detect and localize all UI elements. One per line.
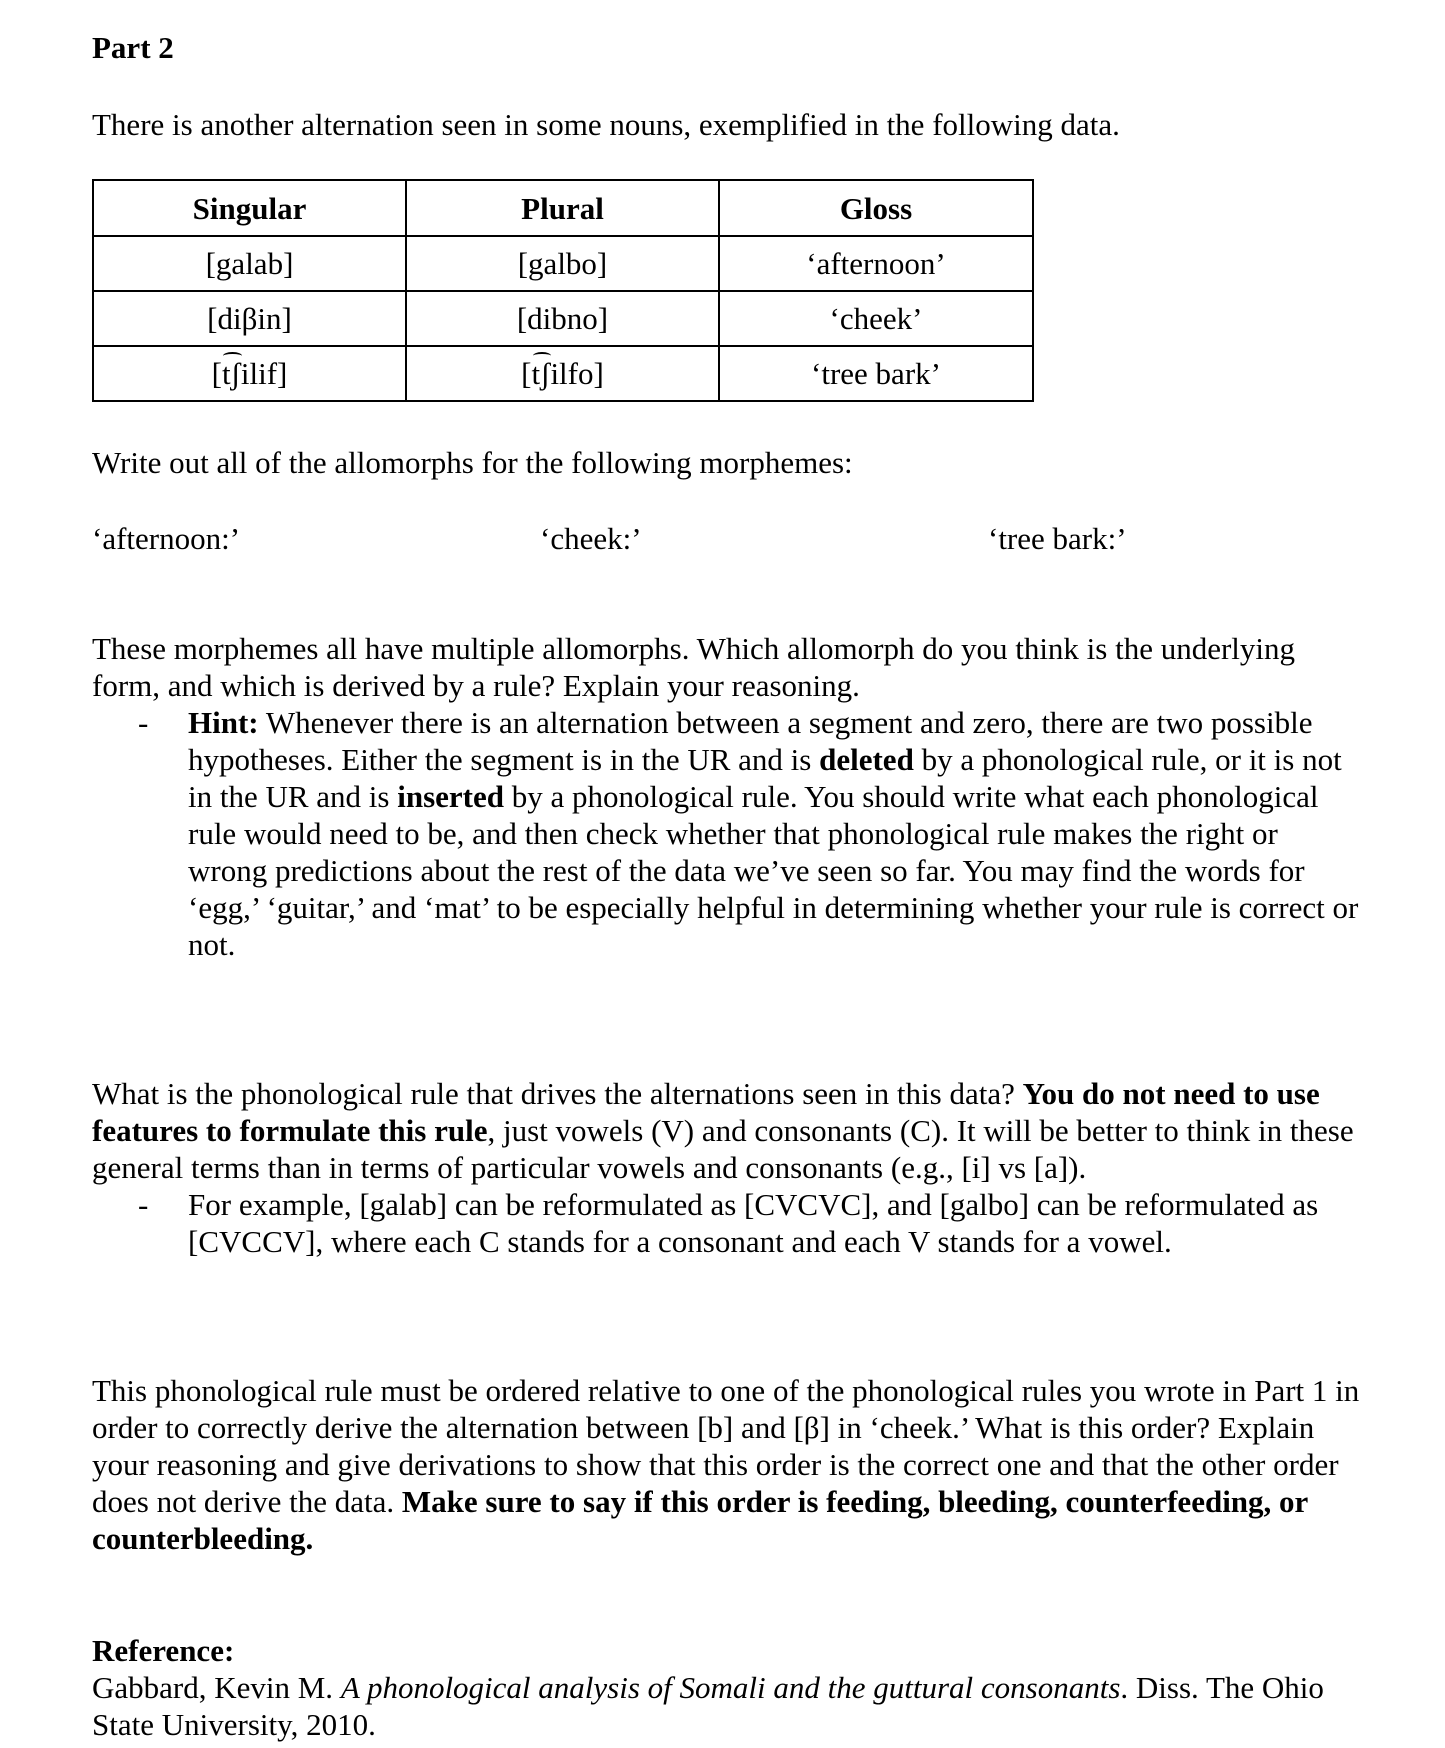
plural-cell: [dibno] xyxy=(406,291,719,346)
allomorph-label-tree-bark: ‘tree bark:’ xyxy=(988,521,1127,556)
reference-label xyxy=(92,1632,1362,1669)
plural-cell: [galbo] xyxy=(406,236,719,291)
allomorph-prompt: Write out all of the allomorphs for the following morphemes: xyxy=(92,445,853,480)
singular-mid: β xyxy=(241,301,258,336)
header-plural: Plural xyxy=(406,180,719,236)
question-rule-ordering xyxy=(92,1372,1362,1557)
reference-section xyxy=(92,1632,1362,1743)
example-bullet xyxy=(92,1186,1362,1260)
example-text: For example, [galab] can be reformulated as [CVCVC], and [galbo] can be reformulated as [CVCCV], where each C stands for a consonant and each V stands for a vowel. xyxy=(188,1187,1319,1259)
allomorph-label-cheek: ‘cheek:’ xyxy=(540,521,642,556)
question-text: These morphemes all have multiple allomorphs. Which allomorph do you think is the underlying form, and which is derived by a rule? Explain your reasoning. xyxy=(92,631,1296,703)
hint-text: by a phonological rule. You should write what each phonological rule would need to be, and then check whether that phonological rule makes the right or wrong predictions about the rest of the data we’ve seen so far. You may find the words for ‘egg,’ ‘guitar,’ and ‘mat’ to be especially helpful in determining whether your rule is correct or not. xyxy=(188,779,1359,962)
singular-pre: [di xyxy=(207,301,242,336)
singular-cell xyxy=(93,291,406,346)
hint-text: Whenever there is an alternation between a segment and zero, there are two possible hypotheses. Either the segment is in the UR and is xyxy=(188,705,1313,777)
question-text xyxy=(92,1075,1362,1186)
hint-label: Hint: xyxy=(188,705,259,740)
allomorph-label-afternoon: ‘afternoon:’ xyxy=(92,521,241,556)
bullet-dash: - xyxy=(138,1187,149,1222)
gloss-cell: ‘tree bark’ xyxy=(719,346,1033,401)
question-bold: You do not need to use features to formulate this rule xyxy=(92,1076,1320,1148)
table-row xyxy=(93,236,1033,291)
tie-bar-affricate: tʃ xyxy=(531,356,551,391)
plural-pre: [ xyxy=(521,356,532,391)
table-header-row xyxy=(93,180,1033,236)
question-text-part: This phonological rule must be ordered relative to one of the phonological rules you wrote in Part 1 in order to correctly derive the alternation between [b] and [β] in ‘cheek.’ What is this order? Explain your reasoning and give derivations to show that this order is the correct one and that the other order does not derive the data. xyxy=(92,1373,1360,1519)
singular-post: ilif] xyxy=(240,356,288,391)
plural-post: ilfo] xyxy=(550,356,604,391)
gloss-cell: ‘cheek’ xyxy=(719,291,1033,346)
table-row xyxy=(93,346,1033,401)
question-underlying-form xyxy=(92,630,1362,963)
hint-bold-inserted: inserted xyxy=(397,779,505,814)
table-row xyxy=(93,291,1033,346)
reference-rest: . Diss. The Ohio State University, 2010. xyxy=(92,1670,1324,1742)
intro-text: There is another alternation seen in some nouns, exemplified in the following data. xyxy=(92,107,1120,142)
singular-pre: [ xyxy=(211,356,222,391)
plural-cell xyxy=(406,346,719,401)
singular-cell: [galab] xyxy=(93,236,406,291)
gloss-cell: ‘afternoon’ xyxy=(719,236,1033,291)
reference-citation xyxy=(92,1669,1362,1743)
reference-label-text: Reference: xyxy=(92,1633,235,1668)
question-phonological-rule xyxy=(92,1075,1362,1260)
tie-bar-affricate: tʃ xyxy=(221,356,241,391)
question-bold: Make sure to say if this order is feeding, bleeding, counterfeeding, or counterbleeding. xyxy=(92,1484,1308,1556)
header-singular: Singular xyxy=(93,180,406,236)
singular-post: in] xyxy=(257,301,292,336)
hint-bold-deleted: deleted xyxy=(819,742,914,777)
question-text xyxy=(92,1372,1362,1557)
singular-cell xyxy=(93,346,406,401)
page-title: Part 2 xyxy=(92,30,174,65)
bullet-dash: - xyxy=(138,705,149,740)
hint-bullet xyxy=(92,704,1362,963)
header-gloss: Gloss xyxy=(719,180,1033,236)
question-text-part: What is the phonological rule that drives the alternations seen in this data? xyxy=(92,1076,1023,1111)
hint-text: by a phonological rule, or it is not in the UR and is xyxy=(188,742,1342,814)
question-text-part: , just vowels (V) and consonants (C). It will be better to think in these general terms than in terms of particular vowels and consonants (e.g., [i] vs [a]). xyxy=(92,1113,1354,1185)
reference-author: Gabbard, Kevin M. xyxy=(92,1670,341,1705)
reference-title: A phonological analysis of Somali and the guttural consonants xyxy=(340,1670,1121,1705)
data-table xyxy=(92,179,1034,402)
